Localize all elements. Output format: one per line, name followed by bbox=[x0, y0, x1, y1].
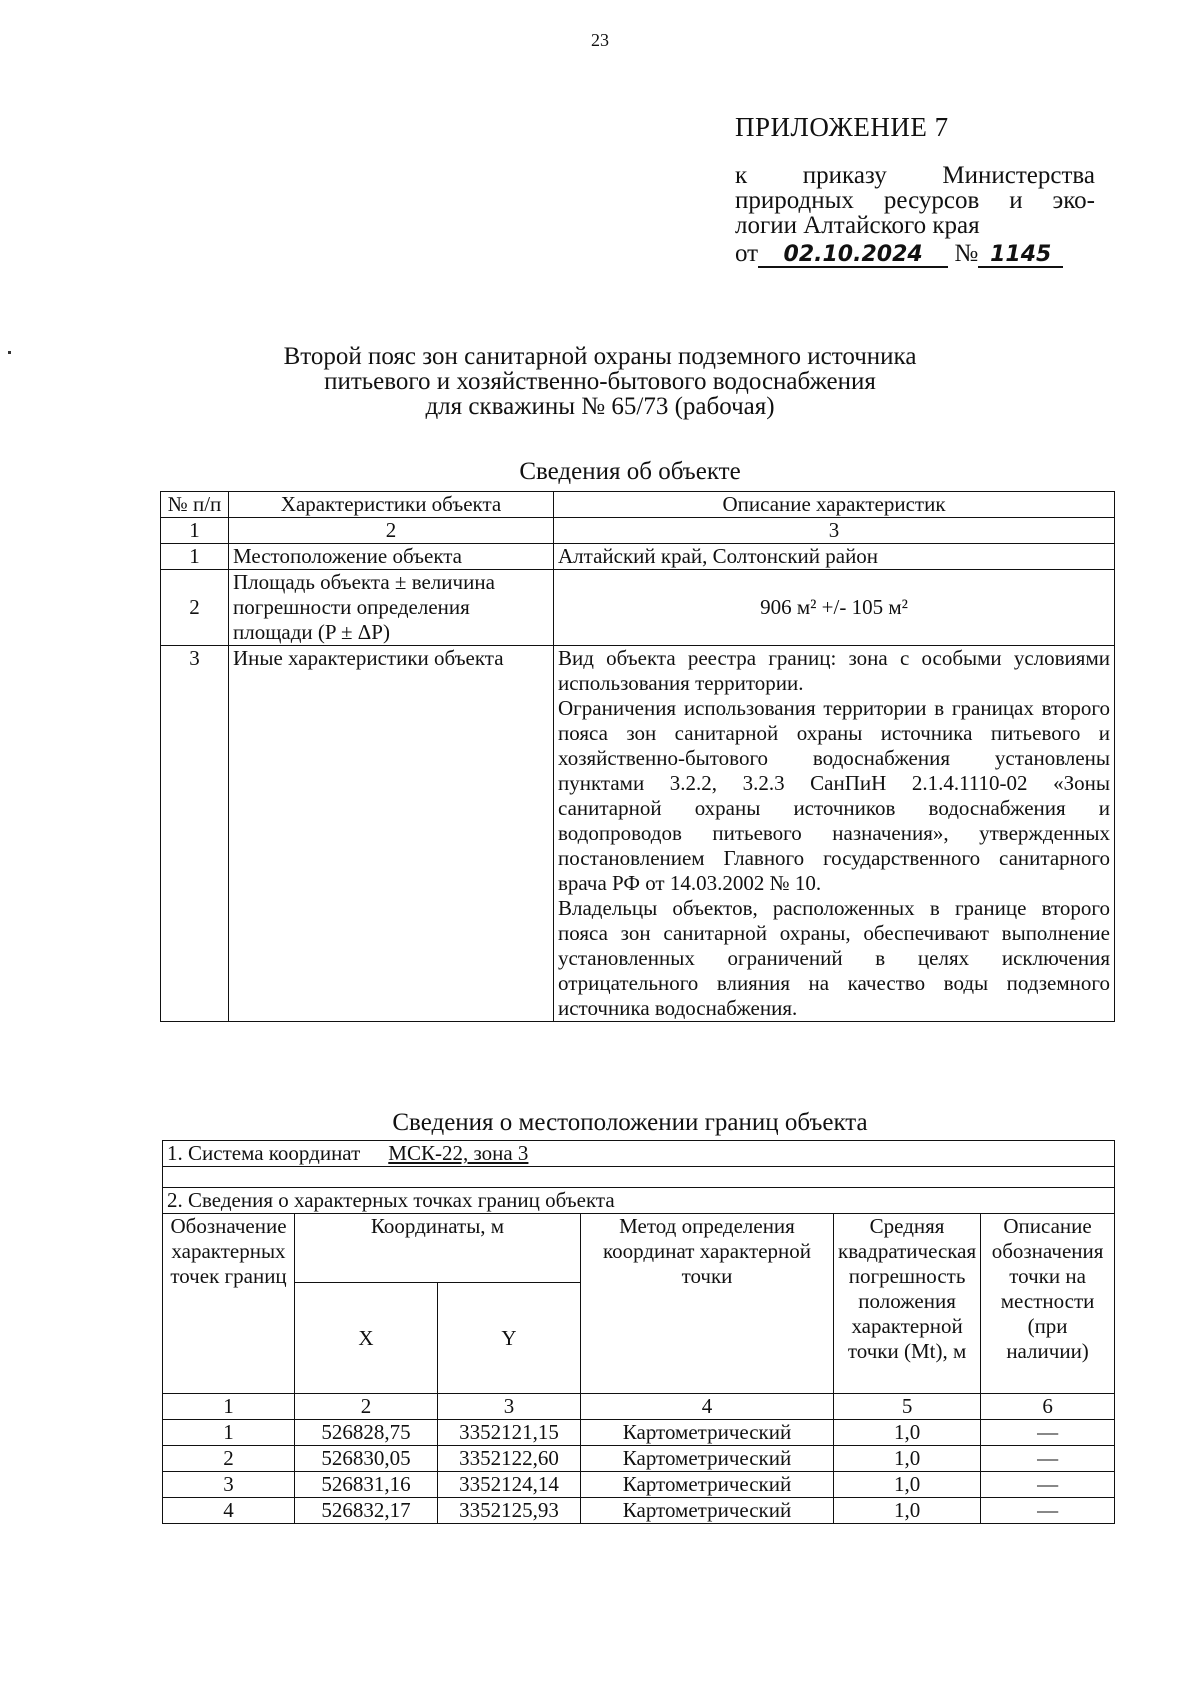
header-num: № п/п bbox=[161, 492, 229, 518]
table-row bbox=[161, 646, 1115, 1022]
coord-system bbox=[163, 1141, 1115, 1167]
point-mt: 1,0 bbox=[834, 1420, 981, 1446]
table-row bbox=[161, 544, 1115, 570]
blank-cell bbox=[163, 1167, 1115, 1188]
header-point-description: Описание обозначения точки на местности (при наличии) bbox=[981, 1214, 1115, 1394]
col-number: 3 bbox=[438, 1394, 581, 1420]
point-description: — bbox=[981, 1446, 1115, 1472]
order-date-line bbox=[735, 240, 1063, 268]
table-row bbox=[163, 1472, 1115, 1498]
col-number: 4 bbox=[581, 1394, 834, 1420]
object-info-caption: Сведения об объекте bbox=[519, 458, 741, 485]
header-x: X bbox=[295, 1283, 438, 1394]
point-id: 2 bbox=[163, 1446, 295, 1472]
table-row bbox=[161, 570, 1115, 646]
page-number: 23 bbox=[591, 30, 609, 50]
row-characteristic: Иные характеристики объекта bbox=[229, 646, 554, 1022]
point-x: 526830,05 bbox=[295, 1446, 438, 1472]
col-number: 2 bbox=[229, 518, 554, 544]
margin-mark bbox=[8, 351, 11, 354]
point-x: 526828,75 bbox=[295, 1420, 438, 1446]
header-description: Описание характеристик bbox=[554, 492, 1115, 518]
point-mt: 1,0 bbox=[834, 1446, 981, 1472]
row-description: Алтайский край, Солтонский район bbox=[554, 544, 1115, 570]
row-description bbox=[554, 646, 1115, 1022]
point-description: — bbox=[981, 1472, 1115, 1498]
description-paragraph: Ограничения использования территории в границах второго пояса зон санитарной охраны источника питьевого и хозяйственно-бытового водоснабжения установлены пунктами 3.2.2, 3.2.3 СанПиН 2.1.4.1110-02 «Зоны санитарной охраны источников водоснабжения и водопроводов питьевого назначения», утвержденных постановлением Главного государственного санитарного врача РФ от 14.03.2002 № 10. bbox=[558, 696, 1110, 895]
document-title-line-1: Второй пояс зон санитарной охраны подземного источника bbox=[283, 343, 917, 370]
row-description: 906 м² +/- 105 м² bbox=[554, 570, 1115, 646]
point-y: 3352125,93 bbox=[438, 1498, 581, 1524]
col-number: 2 bbox=[295, 1394, 438, 1420]
point-method: Картометрический bbox=[581, 1446, 834, 1472]
document-title bbox=[200, 344, 1000, 419]
blank-row bbox=[163, 1167, 1115, 1188]
header-error: Средняя квадратическая погрешность положения характерной точки (Mt), м bbox=[834, 1214, 981, 1394]
order-line-3: логии Алтайского края bbox=[735, 212, 980, 239]
col-number: 3 bbox=[554, 518, 1115, 544]
table-row bbox=[163, 1420, 1115, 1446]
handwritten-date: 02.10.2024 bbox=[758, 244, 948, 268]
object-table-col-numbers bbox=[161, 518, 1115, 544]
point-method: Картометрический bbox=[581, 1420, 834, 1446]
point-description: — bbox=[981, 1420, 1115, 1446]
appendix-title: ПРИЛОЖЕНИЕ 7 bbox=[735, 112, 949, 142]
document-title-line-3: для скважины № 65/73 (рабочая) bbox=[425, 393, 775, 420]
col-number: 5 bbox=[834, 1394, 981, 1420]
borders-info-caption: Сведения о местоположении границ объекта bbox=[392, 1109, 868, 1136]
points-section-label: 2. Сведения о характерных точках границ объекта bbox=[163, 1188, 1115, 1214]
point-id: 3 bbox=[163, 1472, 295, 1498]
header-method: Метод определения координат характерной точки bbox=[581, 1214, 834, 1394]
order-line-2: природных ресурсов и эко- bbox=[735, 187, 1095, 214]
borders-col-numbers bbox=[163, 1394, 1115, 1420]
header-point: Обозначение характерных точек границ bbox=[163, 1214, 295, 1394]
row-num: 2 bbox=[161, 570, 229, 646]
header-y: Y bbox=[438, 1283, 581, 1394]
col-number: 1 bbox=[163, 1394, 295, 1420]
point-x: 526832,17 bbox=[295, 1498, 438, 1524]
coord-system-row bbox=[163, 1141, 1115, 1167]
point-description: — bbox=[981, 1498, 1115, 1524]
date-prefix: от bbox=[735, 240, 759, 267]
point-mt: 1,0 bbox=[834, 1472, 981, 1498]
points-section-row bbox=[163, 1188, 1115, 1214]
point-y: 3352122,60 bbox=[438, 1446, 581, 1472]
point-y: 3352124,14 bbox=[438, 1472, 581, 1498]
number-prefix: № bbox=[954, 240, 979, 267]
table-row bbox=[163, 1446, 1115, 1472]
point-method: Картометрический bbox=[581, 1472, 834, 1498]
coord-system-value: МСК-22, зона 3 bbox=[388, 1141, 529, 1165]
header-characteristic: Характеристики объекта bbox=[229, 492, 554, 518]
point-method: Картометрический bbox=[581, 1498, 834, 1524]
object-table-header bbox=[161, 492, 1115, 518]
row-num: 1 bbox=[161, 544, 229, 570]
description-paragraph: Вид объекта реестра границ: зона с особыми условиями использования территории. bbox=[558, 646, 1110, 695]
row-num: 3 bbox=[161, 646, 229, 1022]
col-number: 1 bbox=[161, 518, 229, 544]
document-title-line-2: питьевого и хозяйственно-бытового водоснабжения bbox=[324, 368, 876, 395]
row-characteristic: Местоположение объекта bbox=[229, 544, 554, 570]
object-info-table bbox=[160, 491, 1115, 1022]
handwritten-number: 1145 bbox=[978, 244, 1063, 268]
point-mt: 1,0 bbox=[834, 1498, 981, 1524]
borders-info-table bbox=[162, 1140, 1115, 1524]
header-coords: Координаты, м bbox=[295, 1214, 581, 1283]
description-paragraph: Владельцы объектов, расположенных в границе второго пояса зон санитарной охраны, обеспечивают выполнение установленных ограничений в целях исключения отрицательного влияния на качество воды подземного источника водоснабжения. bbox=[558, 896, 1110, 1020]
col-number: 6 bbox=[981, 1394, 1115, 1420]
order-line-1: к приказу Министерства bbox=[735, 162, 1095, 189]
coord-system-label: 1. Система координат bbox=[167, 1141, 361, 1165]
borders-header-row bbox=[163, 1214, 1115, 1283]
point-x: 526831,16 bbox=[295, 1472, 438, 1498]
point-y: 3352121,15 bbox=[438, 1420, 581, 1446]
point-id: 4 bbox=[163, 1498, 295, 1524]
table-row bbox=[163, 1498, 1115, 1524]
point-id: 1 bbox=[163, 1420, 295, 1446]
order-reference bbox=[735, 163, 1095, 238]
row-characteristic: Площадь объекта ± величина погрешности определения площади (P ± ΔP) bbox=[229, 570, 554, 646]
